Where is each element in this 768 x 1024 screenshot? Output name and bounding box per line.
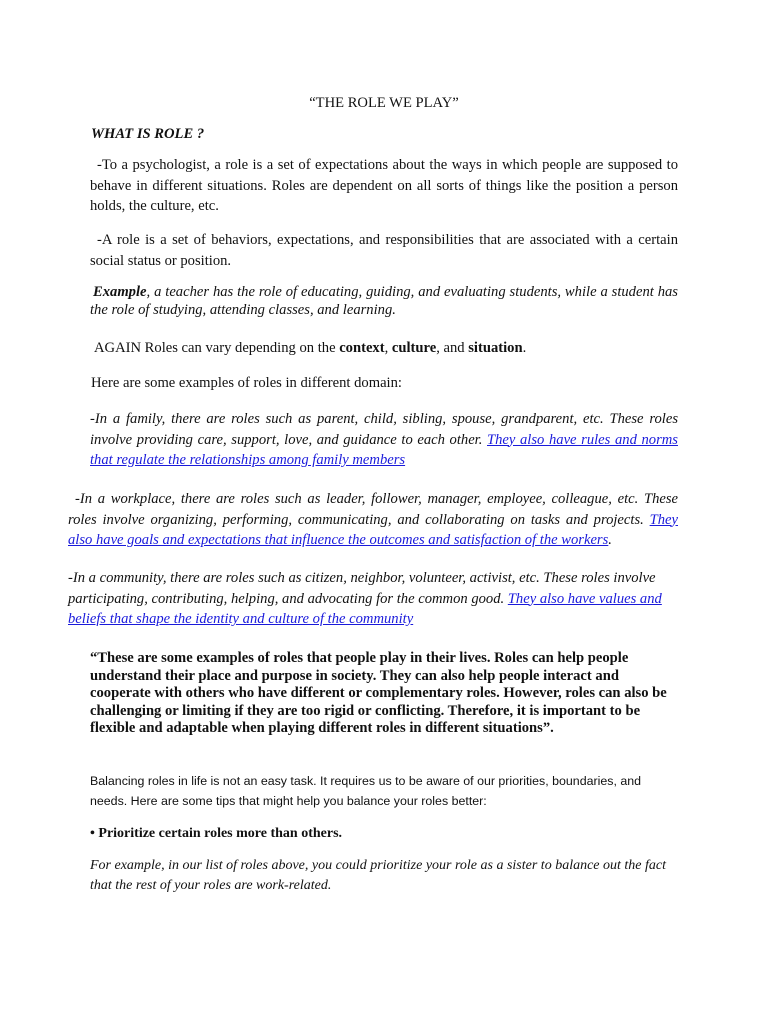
again-sep1: , <box>384 340 392 356</box>
again-context: context <box>339 340 385 356</box>
paragraph-workplace-roles <box>68 489 678 551</box>
paragraph-community-roles <box>68 568 678 630</box>
community-text: -In a community, there are roles such as citizen, neighbor, volunteer, activist, etc. These roles involve participating, contributing, helping, and advocating for the common good. <box>68 570 656 607</box>
paragraph-family-roles <box>90 409 678 471</box>
example-text: , a teacher has the role of educating, guiding, and evaluating students, while a student has the role of studying, attending classes, and learning. <box>90 284 678 318</box>
summary-quote: “These are some examples of roles that people play in their lives. Roles can help people understand their place and purpose in society. They can also help people interact and cooperate with others who have different or complementary roles. However, roles can also be challenging or limiting if they are too rigid or conflicting. Therefore, it is important to be flexible and adaptable when playing different roles in different situations”. <box>90 650 667 736</box>
document-title: “THE ROLE WE PLAY” <box>309 95 459 111</box>
paragraph-psychologist-definition: -To a psychologist, a role is a set of expectations about the ways in which people are supposed to behave in different situations. Roles are dependent on all sorts of things like the position a person holds, the culture, etc. <box>90 157 678 214</box>
tip-bullet: • Prioritize certain roles more than others. <box>90 826 343 841</box>
again-culture: culture <box>391 340 437 356</box>
again-situation: situation <box>468 340 523 356</box>
paragraph-prioritize-example: For example, in our list of roles above, you could prioritize your role as a sister to balance out the fact that the rest of your roles are work-related. <box>90 858 667 893</box>
paragraph-example <box>90 284 678 319</box>
workplace-suffix: . <box>608 532 612 548</box>
again-sep2: , and <box>436 340 469 356</box>
paragraph-role-definition: -A role is a set of behaviors, expectations, and responsibilities that are associated with a certain social status or position. <box>90 232 678 269</box>
community-link[interactable]: They also have values and beliefs that shape the identity and culture of the community <box>68 590 662 627</box>
again-prefix: AGAIN Roles can vary depending on the <box>94 340 340 356</box>
paragraph-again <box>91 338 526 359</box>
workplace-text: -In a workplace, there are roles such as leader, follower, manager, employee, colleague, etc. These roles involve organizing, performing, communicating, and collaborating on tasks and projects. <box>68 491 678 528</box>
paragraph-examples-intro: Here are some examples of roles in different domain: <box>91 375 402 391</box>
example-label: Example <box>93 284 147 300</box>
section-heading: WHAT IS ROLE ? <box>91 126 205 142</box>
again-suffix: . <box>522 340 527 356</box>
family-link[interactable]: They also have rules and norms that regulate the relationships among family members <box>90 431 678 468</box>
workplace-link[interactable]: They also have goals and expectations that influence the outcomes and satisfaction of the workers <box>68 511 678 548</box>
paragraph-balancing-roles: Balancing roles in life is not an easy task. It requires us to be aware of our priorities, boundaries, and needs. Here are some tips that might help you balance your roles better: <box>90 774 641 808</box>
family-text: -In a family, there are roles such as parent, child, sibling, spouse, grandparent, etc. These roles involve providing care, support, love, and guidance to each other. <box>90 411 678 448</box>
